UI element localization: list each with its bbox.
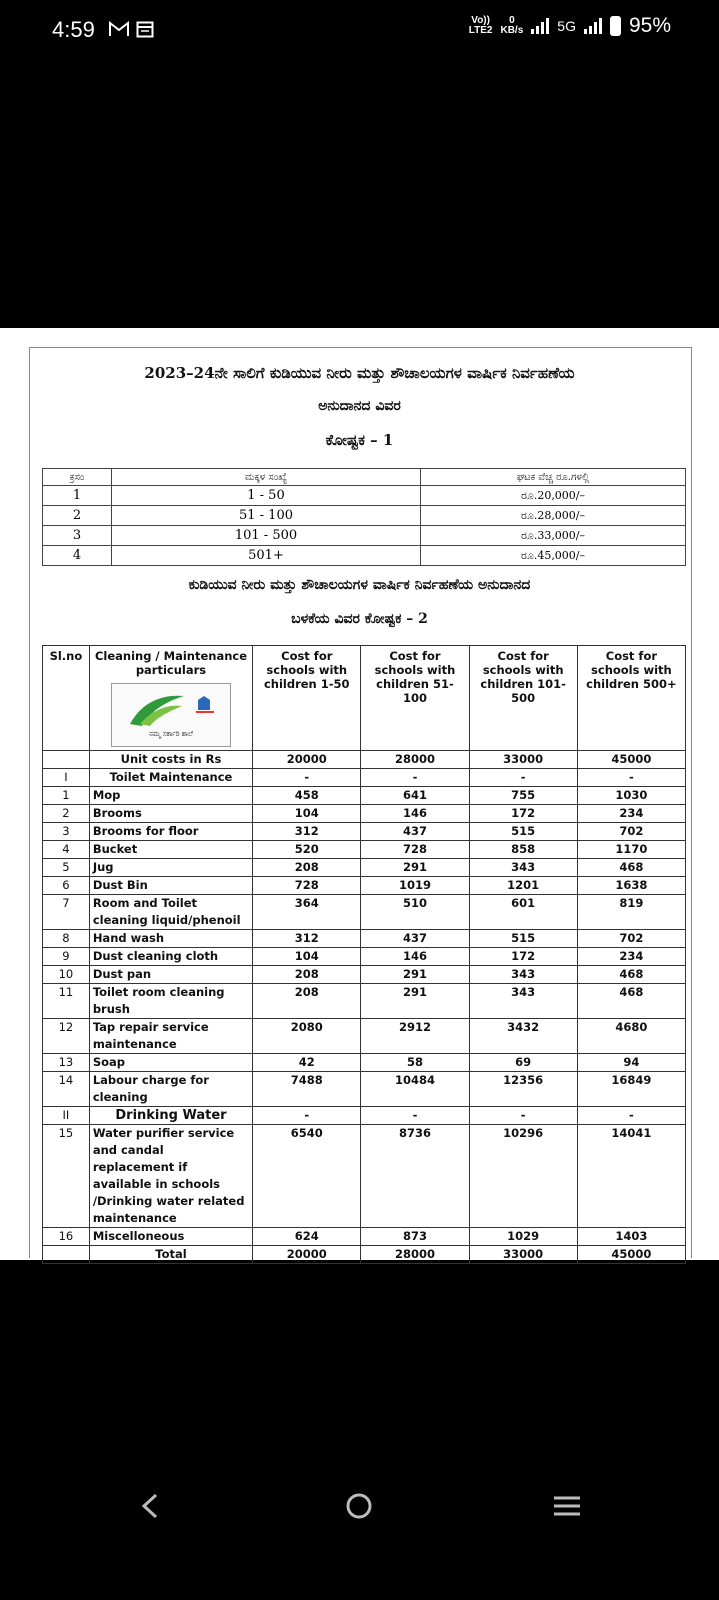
table2-row <box>43 1228 686 1246</box>
table2-slno: 11 <box>43 984 90 1019</box>
table2-particular: Toilet Maintenance <box>89 769 252 787</box>
table2-row <box>43 1107 686 1125</box>
table2-particular: Hand wash <box>89 930 252 948</box>
table2-cost-51-100: 437 <box>361 930 469 948</box>
table2-cost-101-500: 1201 <box>469 877 577 895</box>
table2-cost-1-50: 458 <box>253 787 361 805</box>
lte-label: LTE2 <box>468 25 493 36</box>
table2-cost-101-500: 601 <box>469 895 577 930</box>
table2-cost-500plus: 468 <box>577 859 685 877</box>
table2-particular: Unit costs in Rs <box>89 751 252 769</box>
table2-cost-1-50: 104 <box>253 805 361 823</box>
table2-row <box>43 930 686 948</box>
table2-cost-500plus: 45000 <box>577 751 685 769</box>
table2-cost-500plus: - <box>577 769 685 787</box>
doc-title-line2: ಅನುದಾನದ ವಿವರ <box>318 398 401 414</box>
volte-label: Vo)) <box>471 15 490 26</box>
table2-slno: 7 <box>43 895 90 930</box>
table2-cost-500plus: 45000 <box>577 1246 685 1264</box>
table1-range: 101 - 500 <box>112 526 421 546</box>
table2-row <box>43 984 686 1019</box>
table2-cost-101-500: 343 <box>469 984 577 1019</box>
table1-header-row <box>43 469 686 486</box>
table2-row <box>43 1019 686 1054</box>
table2-cost-51-100: 873 <box>361 1228 469 1246</box>
table2-cost-51-100: 28000 <box>361 751 469 769</box>
table2-cost-500plus: 819 <box>577 895 685 930</box>
table2-row <box>43 1072 686 1107</box>
table2-cost-101-500: 12356 <box>469 1072 577 1107</box>
table2-cost-51-100: 58 <box>361 1054 469 1072</box>
table2-slno: 14 <box>43 1072 90 1107</box>
table2-slno: 4 <box>43 841 90 859</box>
table2-slno: I <box>43 769 90 787</box>
table2-header-row <box>43 646 686 751</box>
table2-row <box>43 948 686 966</box>
table2-cost-51-100: 2912 <box>361 1019 469 1054</box>
table2-cost-51-100: 641 <box>361 787 469 805</box>
table2-header-c2: Cost for schools with children 51-100 <box>361 646 469 751</box>
table2-row <box>43 1125 686 1228</box>
battery-percent: 95% <box>628 14 671 37</box>
table2-cost-500plus: 468 <box>577 984 685 1019</box>
table2-slno: 9 <box>43 948 90 966</box>
table2-cost-101-500: 343 <box>469 859 577 877</box>
table2-slno: 10 <box>43 966 90 984</box>
table2-particular: Drinking Water <box>89 1107 252 1125</box>
table2-slno: 2 <box>43 805 90 823</box>
network-type: 5G <box>557 18 576 34</box>
table2-particular: Mop <box>89 787 252 805</box>
table2-cost-1-50: 208 <box>253 984 361 1019</box>
table2-row <box>43 859 686 877</box>
table2-cost-101-500: 172 <box>469 948 577 966</box>
table2-row <box>43 787 686 805</box>
signal-5g-icon <box>584 18 602 34</box>
recents-icon[interactable] <box>552 1490 582 1530</box>
table2-cost-101-500: 515 <box>469 823 577 841</box>
table2-particular: Jug <box>89 859 252 877</box>
table2-row <box>43 877 686 895</box>
table2-slno: 15 <box>43 1125 90 1228</box>
table2-cost-500plus: 94 <box>577 1054 685 1072</box>
table2-slno: 12 <box>43 1019 90 1054</box>
table2-slno: 13 <box>43 1054 90 1072</box>
table2-cost-51-100: 8736 <box>361 1125 469 1228</box>
table2-slno: 6 <box>43 877 90 895</box>
table2-particular: Brooms <box>89 805 252 823</box>
table2-row <box>43 1246 686 1264</box>
table1 <box>42 468 686 566</box>
table2-cost-51-100: 146 <box>361 805 469 823</box>
table1-row <box>43 546 686 566</box>
table2-cost-1-50: 208 <box>253 859 361 877</box>
table2-particular: Tap repair service maintenance <box>89 1019 252 1054</box>
table2-cost-1-50: 728 <box>253 877 361 895</box>
table1-no: 1 <box>43 486 112 506</box>
table1-header-range: ಮಕ್ಕಳ ಸಂಖ್ಯೆ <box>112 469 421 486</box>
table2-cost-101-500: 10296 <box>469 1125 577 1228</box>
table2-cost-101-500: 33000 <box>469 1246 577 1264</box>
table2-particular: Dust pan <box>89 966 252 984</box>
table2-cost-51-100: 291 <box>361 966 469 984</box>
table2-cost-101-500: - <box>469 769 577 787</box>
table2-cost-500plus: 702 <box>577 823 685 841</box>
table2-cost-500plus: 1170 <box>577 841 685 859</box>
table2-header-c3: Cost for schools with children 101-500 <box>469 646 577 751</box>
speed-unit: KB/s <box>500 25 524 36</box>
table2-row <box>43 966 686 984</box>
table2-cost-500plus: 1030 <box>577 787 685 805</box>
table2-cost-51-100: - <box>361 769 469 787</box>
table2-cost-500plus: 1638 <box>577 877 685 895</box>
table2-row <box>43 751 686 769</box>
battery-icon <box>610 16 621 36</box>
table2-cost-1-50: 520 <box>253 841 361 859</box>
table1-header-no: ಕ್ರಸಂ <box>43 469 112 486</box>
table2 <box>42 645 686 1264</box>
table1-no: 2 <box>43 506 112 526</box>
table1-header-cost: ಘಟಕ ವೆಚ್ಚ ರೂ.ಗಳಲ್ಲಿ <box>421 469 686 486</box>
table2-body <box>43 751 686 1264</box>
table2-cost-1-50: 6540 <box>253 1125 361 1228</box>
table1-range: 501+ <box>112 546 421 566</box>
table2-header-c1: Cost for schools with children 1-50 <box>253 646 361 751</box>
table2-cost-1-50: 624 <box>253 1228 361 1246</box>
table2-cost-51-100: 291 <box>361 984 469 1019</box>
table1-no: 3 <box>43 526 112 546</box>
table2-cost-51-100: 1019 <box>361 877 469 895</box>
table1-row <box>43 526 686 546</box>
table2-cost-101-500: 69 <box>469 1054 577 1072</box>
table2-header-c4: Cost for schools with children 500+ <box>577 646 685 751</box>
navigation-bar <box>0 1450 719 1600</box>
home-icon[interactable] <box>344 1490 374 1530</box>
table2-cost-1-50: 208 <box>253 966 361 984</box>
table2-particular: Dust Bin <box>89 877 252 895</box>
table2-cost-500plus: 16849 <box>577 1072 685 1107</box>
table2-cost-500plus: 702 <box>577 930 685 948</box>
document-image[interactable] <box>0 328 719 1260</box>
table2-row <box>43 769 686 787</box>
table2-particular: Total <box>89 1246 252 1264</box>
table2-particular: Dust cleaning cloth <box>89 948 252 966</box>
table1-cost: ರೂ.20,000/– <box>421 486 686 506</box>
table2-cost-101-500: 1029 <box>469 1228 577 1246</box>
table2-slno <box>43 751 90 769</box>
table2-slno: 16 <box>43 1228 90 1246</box>
table2-particular: Toilet room cleaning brush <box>89 984 252 1019</box>
table2-slno: 1 <box>43 787 90 805</box>
table2-particular: Water purifier service and candal replacement if available in schools /Drinking water related maintenance <box>89 1125 252 1228</box>
table2-cost-51-100: 728 <box>361 841 469 859</box>
table2-cost-500plus: 1403 <box>577 1228 685 1246</box>
table2-particular: Brooms for floor <box>89 823 252 841</box>
table1-cost: ರೂ.45,000/– <box>421 546 686 566</box>
table2-cost-101-500: 172 <box>469 805 577 823</box>
table2-cost-51-100: 291 <box>361 859 469 877</box>
table2-slno <box>43 1246 90 1264</box>
table2-cost-51-100: 437 <box>361 823 469 841</box>
table2-cost-1-50: - <box>253 1107 361 1125</box>
table2-cost-101-500: 858 <box>469 841 577 859</box>
table1-range: 1 - 50 <box>112 486 421 506</box>
table2-particular: Miscelloneous <box>89 1228 252 1246</box>
table1-range: 51 - 100 <box>112 506 421 526</box>
table1-row <box>43 506 686 526</box>
table2-header-slno: Sl.no <box>43 646 90 751</box>
table2-cost-101-500: 33000 <box>469 751 577 769</box>
table2-slno: II <box>43 1107 90 1125</box>
table2-cost-1-50: 104 <box>253 948 361 966</box>
table1-cost: ರೂ.33,000/– <box>421 526 686 546</box>
table2-cost-1-50: 312 <box>253 930 361 948</box>
table2-cost-51-100: 146 <box>361 948 469 966</box>
table1-caption: ಕೋಷ್ಟಕ – 1 <box>325 431 394 449</box>
data-speed <box>500 16 523 36</box>
gmail-icon <box>108 20 130 43</box>
back-icon[interactable] <box>138 1490 162 1530</box>
table2-cost-1-50: 20000 <box>253 1246 361 1264</box>
table2-cost-101-500: 755 <box>469 787 577 805</box>
table2-cost-500plus: - <box>577 1107 685 1125</box>
table2-particular: Labour charge for cleaning <box>89 1072 252 1107</box>
table2-particular: Soap <box>89 1054 252 1072</box>
table2-slno: 5 <box>43 859 90 877</box>
table2-cost-101-500: 343 <box>469 966 577 984</box>
table2-cost-500plus: 468 <box>577 966 685 984</box>
table2-cost-51-100: 10484 <box>361 1072 469 1107</box>
table2-cost-500plus: 234 <box>577 948 685 966</box>
table2-row <box>43 1054 686 1072</box>
table2-header-particulars-label: Cleaning / Maintenance particulars <box>94 649 248 677</box>
table2-row <box>43 823 686 841</box>
table2-slno: 8 <box>43 930 90 948</box>
table2-cost-1-50: 2080 <box>253 1019 361 1054</box>
clock: 4:59 <box>52 17 95 42</box>
table2-cost-1-50: 312 <box>253 823 361 841</box>
table2-cost-1-50: - <box>253 769 361 787</box>
school-logo-text: ನಮ್ಮ ಸರ್ಕಾರಿ ಶಾಲೆ <box>149 730 193 738</box>
table2-particular: Room and Toilet cleaning liquid/phenoil <box>89 895 252 930</box>
table2-particular: Bucket <box>89 841 252 859</box>
table2-header-particulars <box>89 646 252 751</box>
school-logo <box>111 683 231 747</box>
table2-cost-1-50: 7488 <box>253 1072 361 1107</box>
table1-cost: ರೂ.28,000/– <box>421 506 686 526</box>
table2-cost-1-50: 20000 <box>253 751 361 769</box>
table2-cost-51-100: 28000 <box>361 1246 469 1264</box>
doc-subtitle-line1: ಕುಡಿಯುವ ನೀರು ಮತ್ತು ಶೌಚಾಲಯಗಳ ವಾರ್ಷಿಕ ನಿರ್ವಹಣೆಯ ಅನುದಾನದ <box>188 577 531 593</box>
table2-cost-500plus: 234 <box>577 805 685 823</box>
doc-title-line1: 2023–24ನೇ ಸಾಲಿಗೆ ಕುಡಿಯುವ ನೀರು ಮತ್ತು ಶೌಚಾಲಯಗಳ ವಾರ್ಷಿಕ ನಿರ್ವಹಣೆಯ <box>144 364 575 382</box>
table2-cost-101-500: 3432 <box>469 1019 577 1054</box>
table2-slno: 3 <box>43 823 90 841</box>
table1-row <box>43 486 686 506</box>
signal-icon <box>531 18 549 34</box>
doc-subtitle-line2: ಬಳಕೆಯ ವಿವರ ಕೋಷ್ಟಕ – 2 <box>291 611 428 627</box>
table2-row <box>43 805 686 823</box>
table2-cost-500plus: 14041 <box>577 1125 685 1228</box>
table2-cost-1-50: 364 <box>253 895 361 930</box>
table2-row <box>43 841 686 859</box>
volte-indicator <box>469 16 493 36</box>
table2-cost-101-500: 515 <box>469 930 577 948</box>
status-bar <box>0 0 719 64</box>
table2-cost-51-100: - <box>361 1107 469 1125</box>
calendar-icon <box>136 20 154 43</box>
table2-cost-1-50: 42 <box>253 1054 361 1072</box>
speed-value: 0 <box>509 15 515 26</box>
table2-cost-51-100: 510 <box>361 895 469 930</box>
table2-row <box>43 895 686 930</box>
table2-cost-500plus: 4680 <box>577 1019 685 1054</box>
table2-cost-101-500: - <box>469 1107 577 1125</box>
table1-no: 4 <box>43 546 112 566</box>
